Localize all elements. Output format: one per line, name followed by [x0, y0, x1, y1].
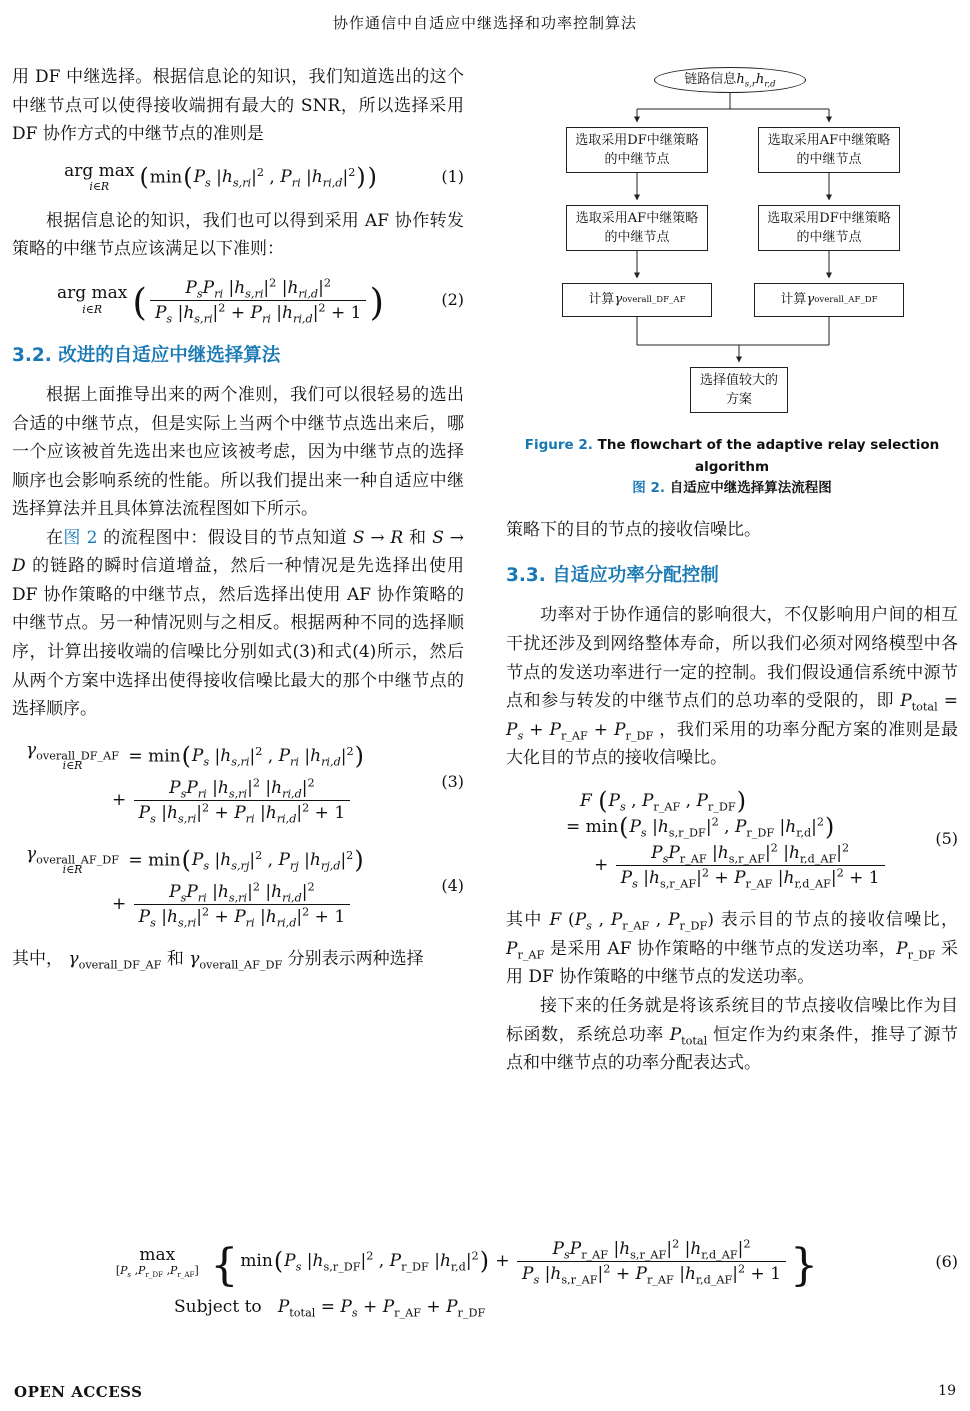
equation-2-number: (2)	[441, 289, 464, 309]
flowchart-box-select-af-first: 选取采用AF中继策略的中继节点	[758, 127, 900, 173]
equation-4-body	[12, 841, 430, 932]
equation-3-line1: $\gamma_{overall\_DF\_AF}$ i∈R = $\min(P_s$ $|h_{s,ri}|^2$ , $P_{ri}$ $|h_{ri,d}|^2$)	[26, 739, 364, 773]
equation-5-body	[506, 786, 924, 894]
two-column-layout	[12, 63, 958, 1078]
equation-6	[12, 1237, 958, 1292]
figure-2-caption-zh-text: 自适应中继选择算法流程图	[669, 480, 832, 497]
figure-2-caption-zh-label: 图 2.	[632, 480, 666, 497]
paragraph-af-criterion: 根据信息论的知识，我们也可以得到采用 AF 协作转发策略的中继节点应该满足以下准则：	[12, 210, 464, 260]
flowchart-box-select-df-second: 选取采用DF中继策略的中继节点	[758, 205, 900, 251]
section-heading-3-2: 3.2. 改进的自适应中继选择算法	[12, 344, 281, 366]
equation-5	[506, 786, 958, 894]
paragraph-gamma-explanation: 其中， $\gamma_{overall\_DF\_AF}$ 和 $\gamma_{overall\_AF\_DF}$ 分别表示两种选择	[12, 949, 424, 972]
running-title: 协作通信中自适应中继选择和功率控制算法	[332, 14, 637, 32]
bottom-equation-block	[12, 1237, 958, 1320]
flowchart-box-select-df-first: 选取采用DF中继策略的中继节点	[566, 127, 708, 173]
equation-3	[12, 737, 464, 828]
flowchart-box-select-af-second: 选取采用AF中继策略的中继节点	[566, 205, 708, 251]
equation-4-line1: $\gamma_{overall\_AF\_DF}$ i∈R = $\min(P_s$ $|h_{s,rj}|^2$ , $P_{rj}$ $|h_{rj,d}|^2$)	[26, 843, 364, 877]
flowchart-box-calc-gamma-af-df: 计算 γ overall_AF_DF	[754, 283, 904, 317]
connector-line	[637, 93, 829, 109]
flowchart-box-calc-gamma-df-af: 计算 γ overall_DF_AF	[562, 283, 712, 317]
equation-6-constraint: Subject to $P_{total} = P_s + P_{r\_AF} + P_{r\_DF}$	[174, 1297, 486, 1320]
equation-1	[12, 162, 464, 194]
paragraph-power-control: 功率对于协作通信的影响很大，不仅影响用户间的相互干扰还涉及到网络整体寿命，所以我们必须对网络模型中各节点的发送功率进行一定的控制。我们假设通信系统中源节点和参与转发的中继节点们的总功率的受限的，即 $P_{total} = P_s + P_{r\_AF} + P_{r\_DF}$ ，我们采用的功率分配方案的准则是最大化目的节点的接收信噪比。	[506, 605, 958, 769]
paragraph-f-explanation: 其中 F ($P_s$ , $P_{r\_AF}$ , $P_{r\_DF}$) 表示目的节点的接收信噪比，$P_{r\_AF}$ 是采用 AF 协作策略的中继节点的发送功率，$P_{r\_DF}$ 采用 DF 协作策略的中继节点的发送功率。	[506, 910, 959, 988]
equation-3-body	[12, 737, 430, 828]
flowchart-box-choose-larger: 选择值较大的方案	[690, 367, 788, 413]
equation-5-line3: + $\frac{P_sP_{r\_AF} |h_{s,r\_AF}|^2 |h_{r,d\_AF}|^2}{P_s |h_{s,r\_AF}|^2 + P_{r\_AF} |h_{r,d\_AF}|^2 + 1}$	[506, 842, 924, 889]
equation-4-number: (4)	[441, 876, 464, 896]
equation-1-body: arg max i∈R ($\min(P_s$ $|h_{s,ri}|^2$ , $P_{ri}$ $|h_{ri,d}|^2$))	[64, 160, 377, 194]
equation-4-line2: + $\frac{P_sP_{ri} |h_{s,ri}|^2 |h_{ri,d}|^2}{P_s |h_{s,ri}|^2 + P_{ri} |h_{ri,d}|^2 + 1}$	[12, 881, 430, 928]
equation-2-body: arg max i∈R ( $\frac{P_sP_{ri} |h_{s,ri}|^2 |h_{ri,d}|^2}{P_s |h_{s,ri}|^2 + P_{ri} |h_{ri,d}|^2 + 1}$ )	[56, 276, 385, 326]
equation-5-line1: F ($P_s$ , $P_{r\_AF}$ , $P_{r\_DF}$)	[580, 786, 746, 815]
figure-2-caption-zh	[506, 478, 958, 500]
figure-2-caption-en-label: Figure 2.	[524, 437, 593, 453]
equation-4	[12, 841, 464, 932]
equation-2	[12, 277, 464, 324]
equation-5-line2: = $\min(P_s$ $|h_{s,r\_DF}|^2$ , $P_{r\_DF}$ $|h_{r,d}|^2$)	[566, 812, 835, 841]
paragraph-flowchart-description: 在图 2 的流程图中：假设目的节点知道 S → R 和 S → D 的链路的瞬时信道增益，然后一种情况是先选择出使用 DF 协作策略的中继节点，然后选择出使用 AF 协作策略的中继节点。另一种情况则与之相反。根据两种不同的选择顺序，计算出接收端的信噪比分别如式(3)和式(4)所示，然后从两个方案中选择出使得接收信噪比最大的那个中继节点的选择顺序。	[12, 527, 464, 720]
figure-2-flowchart	[507, 67, 957, 425]
equation-6-number: (6)	[935, 1252, 958, 1272]
figure-2-reference[interactable]: 图 2	[63, 527, 98, 548]
right-column	[506, 63, 958, 1078]
flowchart-start-node: 链路信息 $h_{s,r}$ $h_{r,d}$	[654, 67, 806, 93]
equation-6-body: max [$P_s$ $,P_{r\_DF}$ $,P_{r\_AF}$] { $\min(P_s$ $|h_{s,r\_DF}|^2$ , $P_{r\_DF}$ $|h_{r,d}|^2$) + $\frac{P_sP_{r\_AF} |h_{s,r\_AF}|^2 |h_{r,d\_AF}|^2}{P_s |h_{s,r\_AF}|^2 + P_{r\_AF} |h_{r,d\_AF}|^2 + 1}$ }	[115, 1237, 819, 1292]
connector-line	[637, 317, 829, 345]
page-number: 19	[938, 1383, 956, 1399]
figure-2-caption-en-text: The flowchart of the adaptive relay selection algorithm	[597, 437, 940, 475]
figure-2-caption-en	[506, 435, 958, 478]
section-heading-3-3: 3.3. 自适应功率分配控制	[506, 565, 719, 587]
equation-5-number: (5)	[935, 829, 958, 849]
open-access-label: OPEN ACCESS	[14, 1383, 143, 1401]
paragraph-algorithm-motivation: 根据上面推导出来的两个准则，我们可以很轻易的选出合适的中继节点，但是实际上当两个中继节点选出来后，哪一个应该被首先选出来也应该被考虑，因为中继节点的选择顺序也会影响系统的性能。所以我们提出来一种自适应中继选择算法并且具体算法流程图如下所示。	[12, 385, 464, 520]
paragraph-snr-continuation: 策略下的目的节点的接收信噪比。	[506, 519, 761, 540]
figure-2-caption	[506, 435, 958, 500]
equation-3-number: (3)	[441, 771, 464, 791]
equation-1-number: (1)	[441, 167, 464, 187]
equation-3-line2: + $\frac{P_sP_{ri} |h_{s,ri}|^2 |h_{ri,d}|^2}{P_s |h_{s,ri}|^2 + P_{ri} |h_{ri,d}|^2 + 1}$	[12, 777, 430, 824]
paragraph-df-selection: 用 DF 中继选择。根据信息论的知识，我们知道选出的这个中继节点可以使得接收端拥有最大的 SNR，所以选择采用 DF 协作方式的中继节点的准则是	[12, 67, 464, 145]
paragraph-next-task: 接下来的任务就是将该系统目的节点接收信噪比作为目标函数，系统总功率 $P_{total}$ 恒定作为约束条件，推导了源节点和中继节点的功率分配表达式。	[506, 996, 958, 1074]
page-footer	[14, 1383, 956, 1401]
left-column	[12, 63, 464, 1078]
